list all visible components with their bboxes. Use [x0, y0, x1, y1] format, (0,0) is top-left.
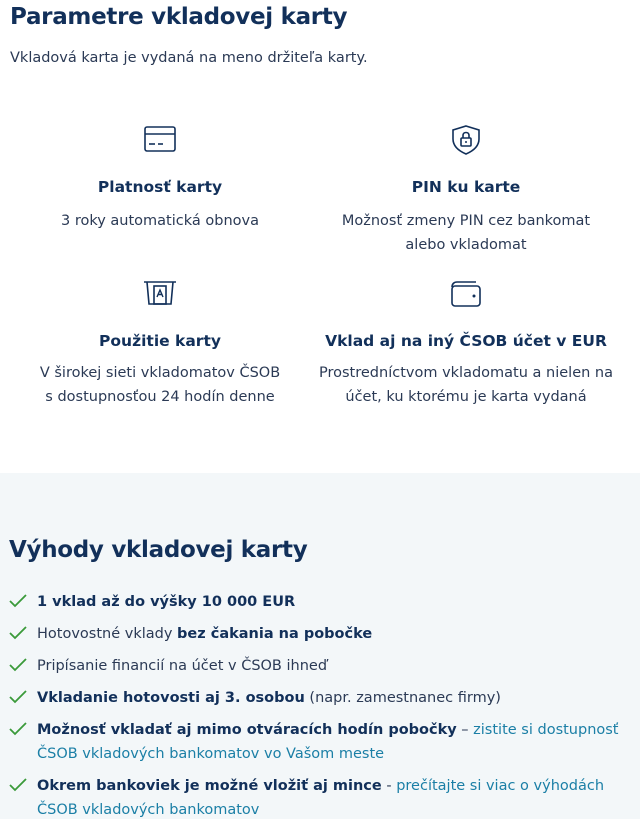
feature-title: Vklad aj na iný ČSOB účet v EUR [325, 332, 607, 350]
feature-description: 3 roky automatická obnova [61, 213, 259, 229]
section-title: Parametre vkladovej karty [10, 4, 348, 30]
feature-card-validity [0, 124, 320, 229]
check-icon [9, 657, 27, 677]
benefit-text: Hotovostné vklady bez čakania na pobočke [37, 626, 373, 642]
check-icon [9, 777, 27, 797]
benefit-text: 1 vklad až do výšky 10 000 EUR [37, 594, 296, 610]
benefits-title: Výhody vkladovej karty [9, 537, 308, 563]
check-icon [9, 721, 27, 741]
atm-availability-link[interactable]: zistite si dostupnosť ČSOB vkladových bankomatov vo Vašom meste [37, 722, 619, 762]
feature-deposit-other-account [306, 278, 626, 405]
check-icon [9, 593, 27, 613]
lock-shield-icon [306, 124, 626, 158]
atm-benefits-link[interactable]: prečítajte si viac o výhodách ČSOB vkladových bankomatov [37, 778, 605, 818]
check-icon [9, 625, 27, 645]
feature-title: Platnosť karty [97, 178, 223, 196]
wallet-icon [306, 278, 626, 312]
benefit-text: Okrem bankoviek je možné vložiť aj mince - prečítajte si viac o výhodách ČSOB vkladových bankomatov [37, 778, 605, 818]
feature-title: PIN ku karte [411, 178, 521, 196]
benefits-section [0, 473, 640, 819]
feature-card-usage [0, 278, 320, 405]
section-intro: Vkladová karta je vydaná na meno držiteľa karty. [10, 50, 368, 66]
card-icon [0, 124, 320, 158]
feature-pin [306, 124, 626, 253]
atm-icon [0, 278, 320, 312]
feature-title: Použitie karty [99, 332, 221, 350]
feature-description: Možnosť zmeny PIN cez bankomat alebo vkladomat [341, 213, 591, 253]
benefit-text: Pripísanie financií na účet v ČSOB ihneď [37, 658, 328, 674]
benefit-text: Možnosť vkladať aj mimo otváracích hodín pobočky – zistite si dostupnosť ČSOB vkladových bankomatov vo Vašom meste [37, 722, 619, 762]
benefit-text: Vkladanie hotovosti aj 3. osobou (napr. zamestnanec firmy) [37, 690, 501, 706]
feature-description: V širokej sieti vkladomatov ČSOB s dostupnosťou 24 hodín denne [39, 365, 281, 405]
check-icon [9, 689, 27, 709]
feature-description: Prostredníctvom vkladomatu a nielen na účet, ku ktorému je karta vydaná [319, 365, 613, 405]
